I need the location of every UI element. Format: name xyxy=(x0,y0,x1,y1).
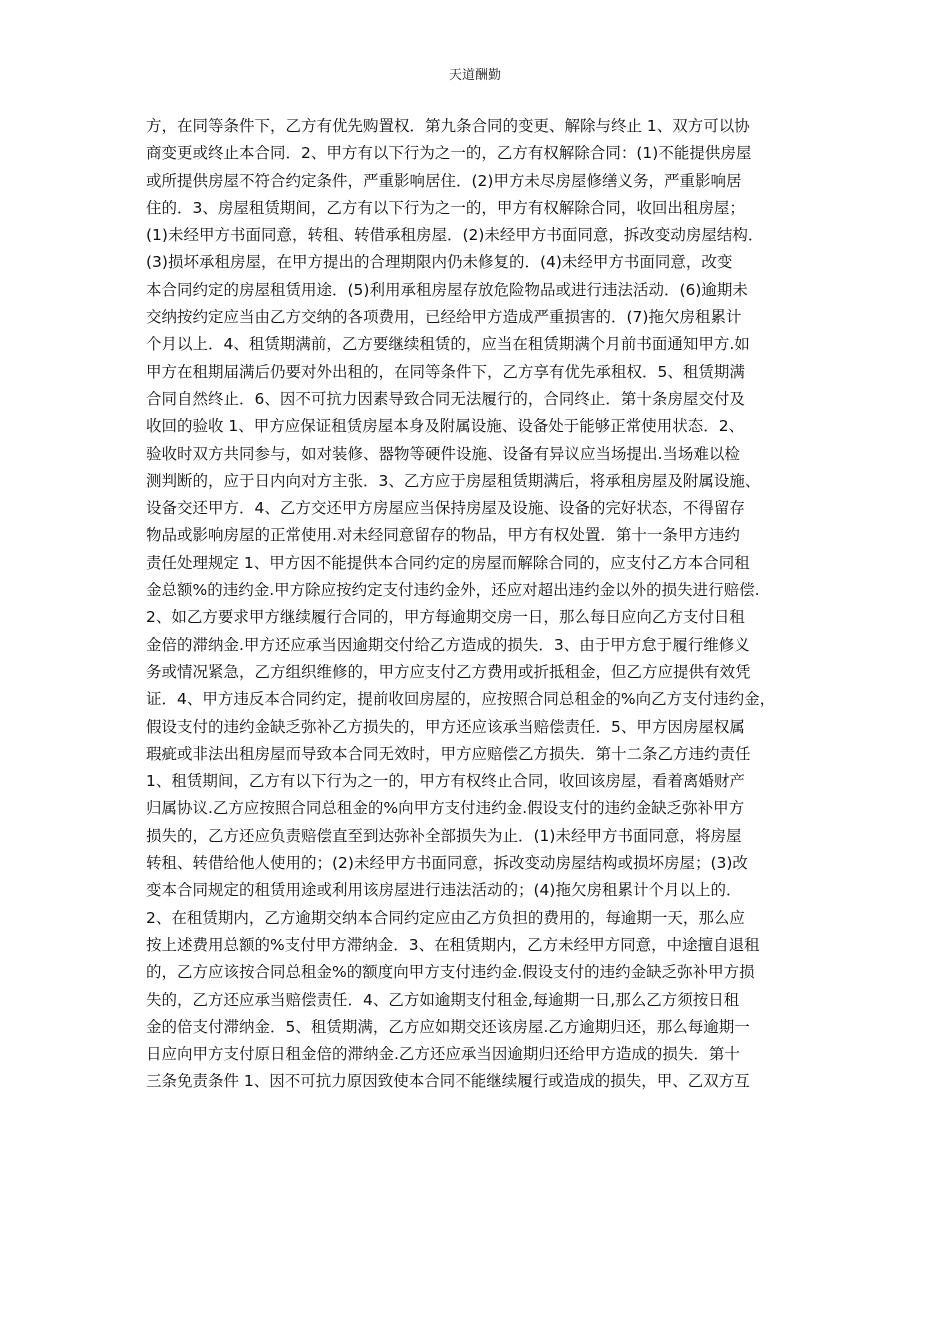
text-line: 失的，乙方还应承当赔偿责任．4、乙方如逾期支付租金,每逾期一日,那么乙方须按日租 xyxy=(146,990,740,1009)
text-line: 责任处理规定 1、甲方因不能提供本合同约定的房屋而解除合同的，应支付乙方本合同租 xyxy=(146,553,750,572)
text-line: 日应向甲方支付原日租金倍的滞纳金.乙方还应承当因逾期归还给甲方造成的损失．第十 xyxy=(146,1045,740,1064)
text-line: 或所提供房屋不符合约定条件，严重影响居住．(2)甲方未尽房屋修缮义务，严重影响居 xyxy=(146,171,742,190)
text-line: (3)损坏承租房屋，在甲方提出的合理期限内仍未修复的．(4)未经甲方书面同意，改变 xyxy=(146,253,733,272)
text-line: 方，在同等条件下，乙方有优先购置权．第九条合同的变更、解除与终止 1、双方可以协 xyxy=(146,117,750,135)
text-line: 转租、转借给他人使用的；(2)未经甲方书面同意，拆改变动房屋结构或损坏房屋；(3)改 xyxy=(146,854,748,873)
text-line: 金总额%的违约金.甲方除应按约定支付违约金外，还应对超出违约金以外的损失进行赔偿. xyxy=(146,581,760,600)
text-line: 测判断的，应于日内向对方主张．3、乙方应于房屋租赁期满后，将承租房屋及附属设施、 xyxy=(146,471,761,490)
text-line: 假设支付的违约金缺乏弥补乙方损失的，甲方还应该承当赔偿责任．5、甲方因房屋权属 xyxy=(146,717,745,736)
document-body xyxy=(146,113,806,1096)
text-line: 收回的验收 1、甲方应保证租赁房屋本身及附属设施、设备处于能够正常使用状态．2、 xyxy=(146,417,745,436)
text-line: 住的．3、房屋租赁期间，乙方有以下行为之一的，甲方有权解除合同，收回出租房屋； xyxy=(146,198,745,217)
text-line: 2、如乙方要求甲方继续履行合同的，甲方每逾期交房一日，那么每日应向乙方支付日租 xyxy=(146,608,745,627)
text-line: 三条免责条件 1、因不可抗力原因致使本合同不能继续履行或造成的损失，甲、乙双方互 xyxy=(146,1072,750,1091)
text-line: 本合同约定的房屋租赁用途．(5)利用承租房屋存放危险物品或进行违法活动．(6)逾期未 xyxy=(146,280,748,299)
text-line: 证．4、甲方违反本合同约定，提前收回房屋的，应按照合同总租金的%向乙方支付违约金， xyxy=(146,690,776,709)
text-line: 的，乙方应该按合同总租金%的额度向甲方支付违约金.假设支付的违约金缺乏弥补甲方损 xyxy=(146,963,755,982)
text-line: 金倍的滞纳金.甲方还应承当因逾期交付给乙方造成的损失．3、由于甲方怠于履行维修义 xyxy=(146,635,750,654)
text-line: 甲方在租期届满后仍要对外出租的，在同等条件下，乙方享有优先承租权．5、租赁期满 xyxy=(146,362,745,381)
text-line: (1)未经甲方书面同意，转租、转借承租房屋．(2)未经甲方书面同意，拆改变动房屋结构． xyxy=(146,226,764,245)
text-line: 2、在租赁期内，乙方逾期交纳本合同约定应由乙方负担的费用的，每逾期一天，那么应 xyxy=(146,908,745,927)
text-line: 损失的，乙方还应负责赔偿直至到达弥补全部损失为止．(1)未经甲方书面同意，将房屋 xyxy=(146,826,742,845)
text-line: 交纳按约定应当由乙方交纳的各项费用，已经给甲方造成严重损害的．(7)拖欠房租累计 xyxy=(146,308,742,327)
text-line: 物品或影响房屋的正常使用.对未经同意留存的物品，甲方有权处置．第十一条甲方违约 xyxy=(146,526,740,545)
text-line: 变本合同规定的租赁用途或利用该房屋进行违法活动的；(4)拖欠房租累计个月以上的． xyxy=(146,881,742,900)
text-line: 金的倍支付滞纳金．5、租赁期满，乙方应如期交还该房屋.乙方逾期归还，那么每逾期一 xyxy=(146,1017,750,1036)
text-line: 务或情况紧急，乙方组织维修的，甲方应支付乙方费用或折抵租金，但乙方应提供有效凭 xyxy=(146,662,751,681)
text-line: 设备交还甲方．4、乙方交还甲方房屋应当保持房屋及设施、设备的完好状态，不得留存 xyxy=(146,499,745,518)
text-line: 商变更或终止本合同．2、甲方有以下行为之一的，乙方有权解除合同：(1)不能提供房屋 xyxy=(146,144,752,163)
text-line: 1、租赁期间，乙方有以下行为之一的，甲方有权终止合同，收回该房屋，看着离婚财产 xyxy=(146,772,745,791)
text-line: 归属协议.乙方应按照合同总租金的%向甲方支付违约金.假设支付的违约金缺乏弥补甲方 xyxy=(146,799,745,818)
text-line: 个月以上．4、租赁期满前，乙方要继续租赁的，应当在租赁期满个月前书面通知甲方.如 xyxy=(146,335,750,354)
text-line: 验收时双方共同参与，如对装修、器物等硬件设施、设备有异议应当场提出.当场难以检 xyxy=(146,444,740,463)
page-header: 天道酬勤 xyxy=(448,68,501,83)
text-line: 瑕疵或非法出租房屋而导致本合同无效时，甲方应赔偿乙方损失．第十二条乙方违约责任 xyxy=(146,744,751,763)
text-line: 按上述费用总额的%支付甲方滞纳金．3、在租赁期内，乙方未经甲方同意，中途擅自退租 xyxy=(146,935,760,954)
text-line: 合同自然终止．6、因不可抗力因素导致合同无法履行的，合同终止．第十条房屋交付及 xyxy=(146,389,745,408)
